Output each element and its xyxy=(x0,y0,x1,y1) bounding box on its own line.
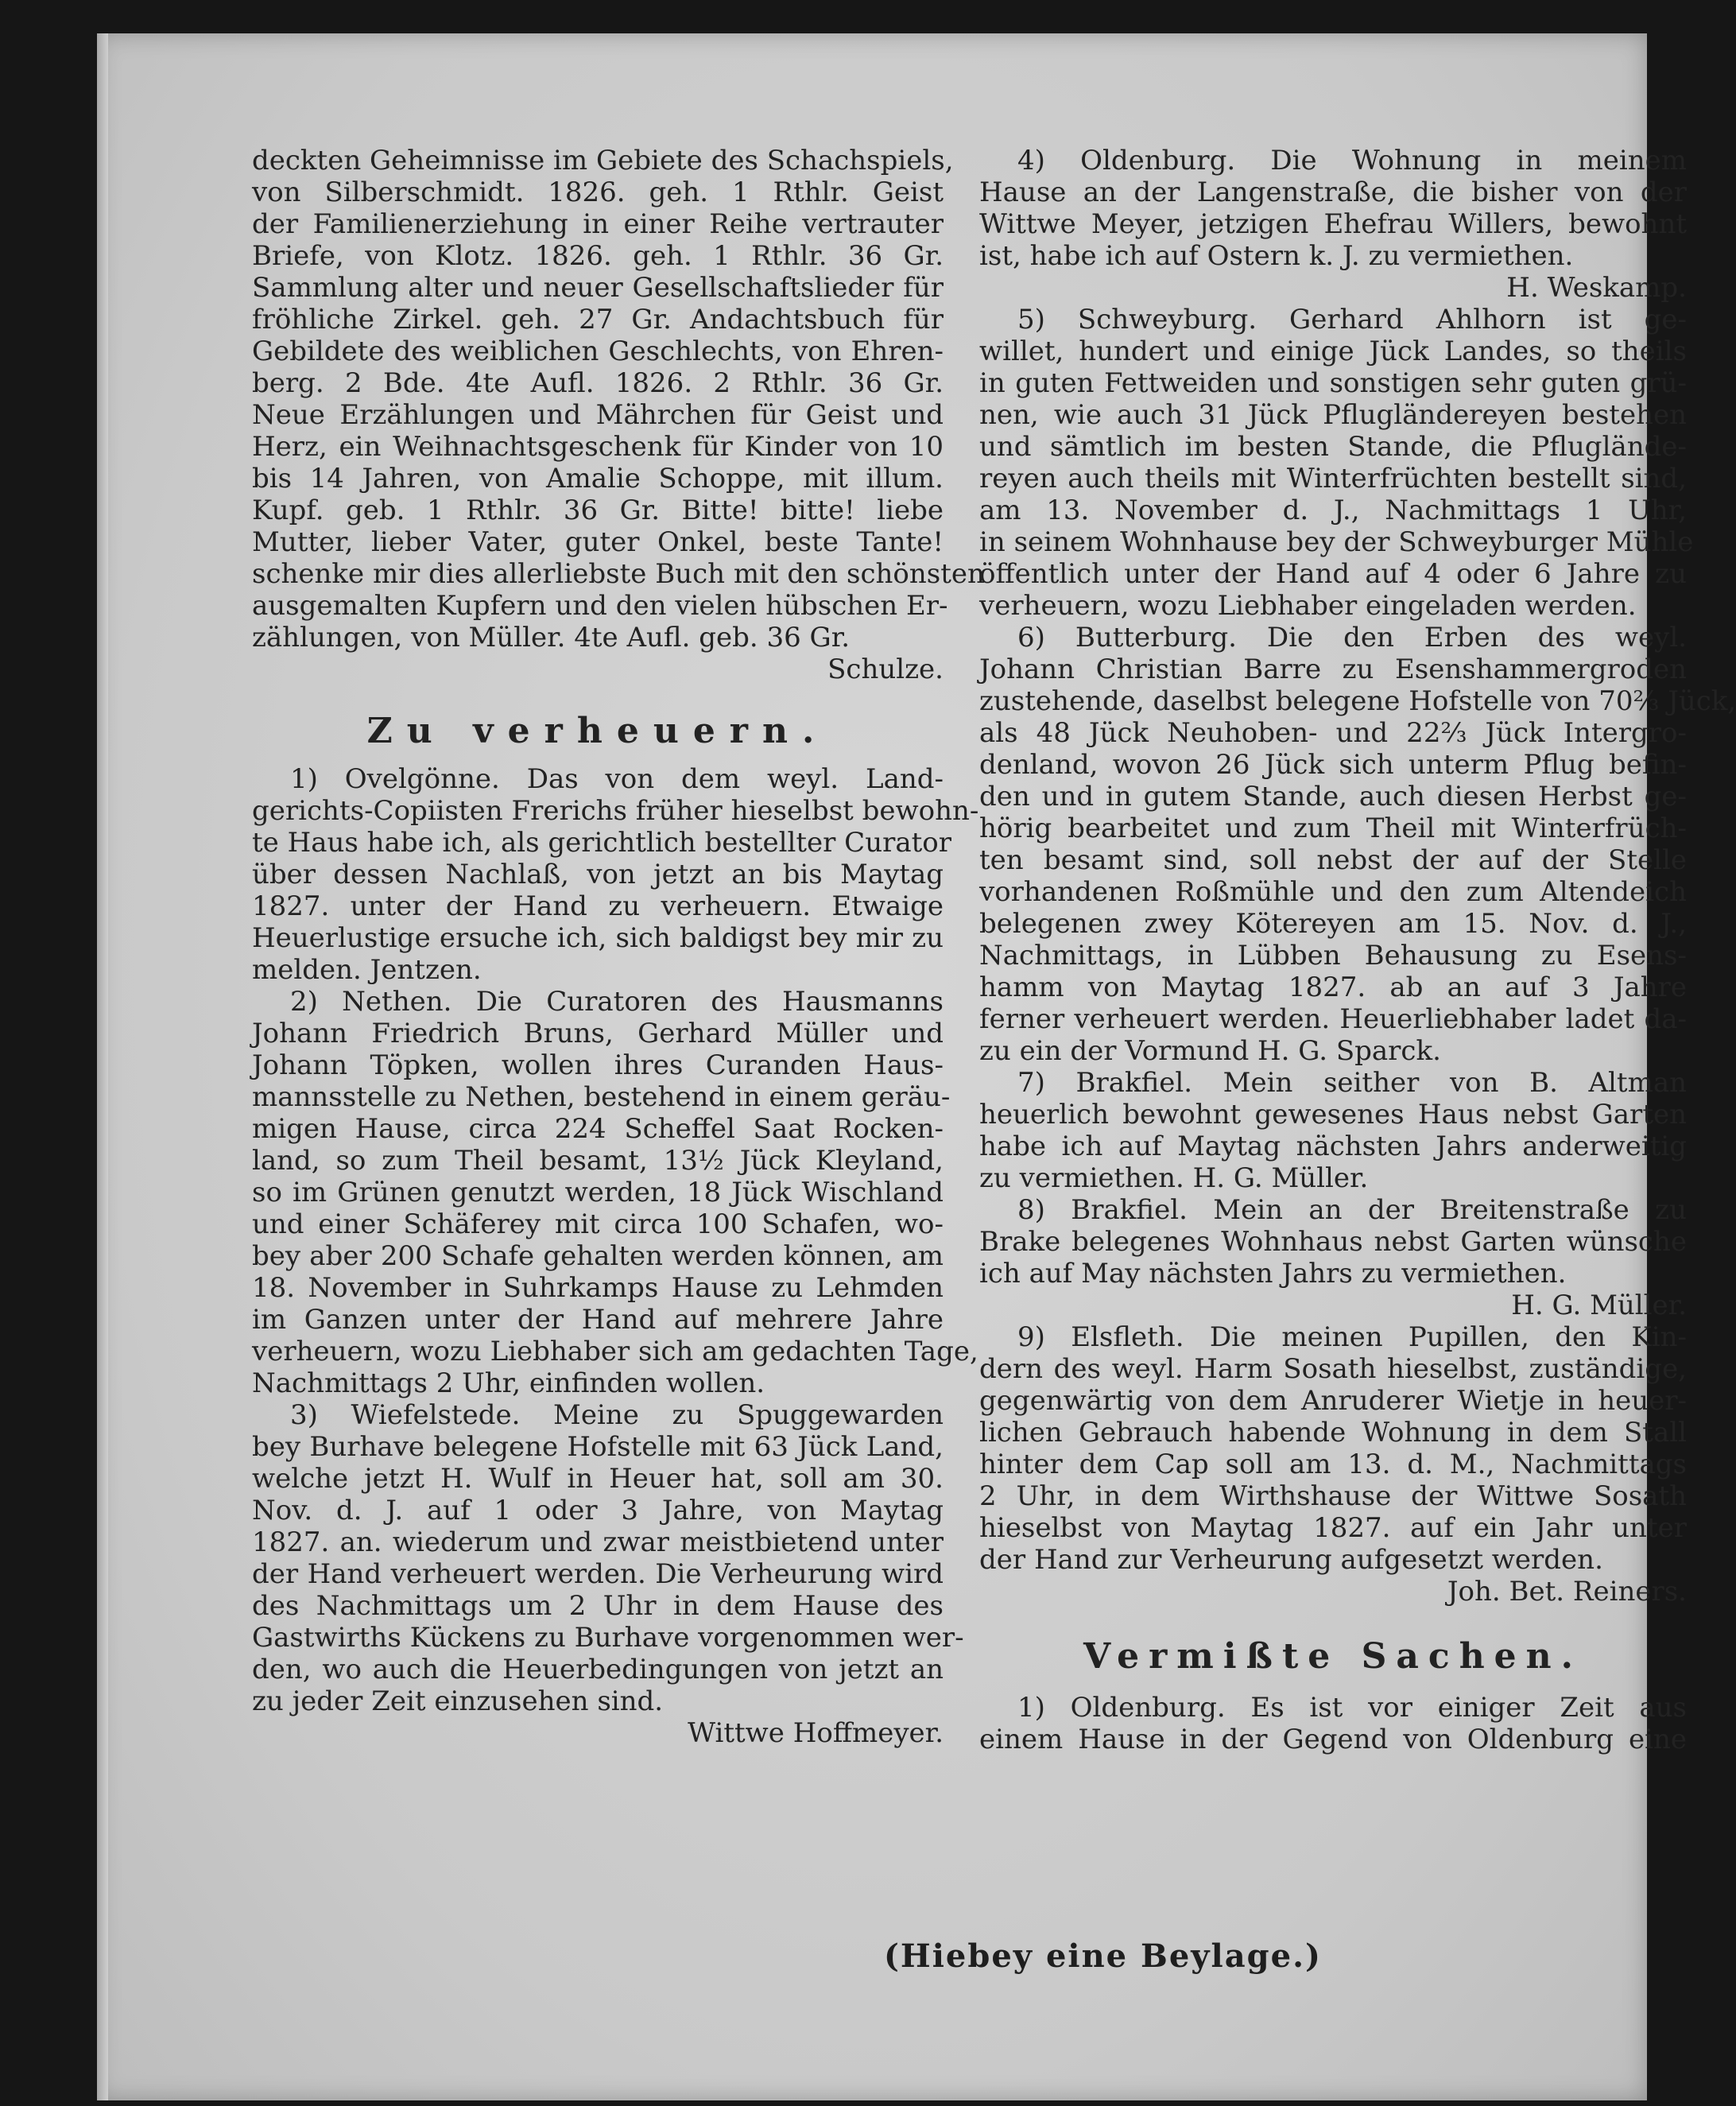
text-line: im Ganzen unter der Hand auf mehrere Jahre xyxy=(252,1304,944,1336)
page-fold-edge xyxy=(97,33,108,2100)
text-line: Nov. d. J. auf 1 oder 3 Jahre, von Maytag xyxy=(252,1495,944,1526)
text-line: Brake belegenes Wohnhaus nebst Garten wünsche xyxy=(979,1226,1687,1258)
text-line: berg. 2 Bde. 4te Aufl. 1826. 2 Rthlr. 36 Gr. xyxy=(252,367,944,399)
text-line: ferner verheuert werden. Heuerliebhaber ladet da- xyxy=(979,1003,1687,1035)
text-line: zu vermiethen. H. G. Müller. xyxy=(979,1162,1369,1194)
text-line: 1827. an. wiederum und zwar meistbietend unter xyxy=(252,1526,944,1558)
newspaper-page xyxy=(97,33,1736,2100)
text-line: welche jetzt H. Wulf in Heuer hat, soll am 30. xyxy=(252,1463,944,1495)
text-line: 1827. unter der Hand zu verheuern. Etwaige xyxy=(252,890,944,922)
text-line: zu jeder Zeit einzusehen sind. xyxy=(252,1685,664,1717)
text-line: öffentlich unter der Hand auf 4 oder 6 Jahre zu xyxy=(979,558,1687,590)
text-line: 18. November in Suhrkamps Hause zu Lehmden xyxy=(252,1272,944,1304)
book-advertisement xyxy=(252,145,985,654)
text-line: verheuern, wozu Liebhaber eingeladen werden. xyxy=(979,590,1637,622)
text-line: 2) Nethen. Die Curatoren des Hausmanns xyxy=(290,986,944,1018)
text-line: 1) Oldenburg. Es ist vor einiger Zeit aus xyxy=(1017,1692,1687,1724)
section-heading-vermisste-sachen: Vermißte Sachen. xyxy=(1083,1636,1583,1677)
text-line: hörig bearbeitet und zum Theil mit Winterfrüch- xyxy=(979,813,1687,844)
text-line: nen, wie auch 31 Jück Pflugländereyen bestehen xyxy=(979,399,1687,431)
text-line: denland, wovon 26 Jück sich unterm Pflug befin- xyxy=(979,749,1687,781)
text-line: Briefe, von Klotz. 1826. geh. 1 Rthlr. 36 Gr. xyxy=(252,240,944,272)
text-line: migen Hause, circa 224 Scheffel Saat Rocken- xyxy=(252,1113,944,1145)
text-line: ich auf May nächsten Jahrs zu vermiethen. xyxy=(979,1258,1567,1290)
notice-signature: Joh. Bet. Reiners. xyxy=(1447,1576,1687,1608)
text-line: 3) Wiefelstede. Meine zu Spuggewarden xyxy=(290,1399,944,1431)
text-line: Gastwirths Kückens zu Burhave vorgenommen wer- xyxy=(252,1622,964,1654)
text-line: schenke mir dies allerliebste Buch mit den schönsten xyxy=(252,558,985,590)
text-line: 1) Ovelgönne. Das von dem weyl. Land- xyxy=(290,763,944,795)
text-line: als 48 Jück Neuhoben- und 22⅔ Jück Intergro- xyxy=(979,717,1687,749)
notice-item xyxy=(979,145,1687,304)
text-line: der Familienerziehung in einer Reihe vertrauter xyxy=(252,208,944,240)
text-line: Johann Christian Barre zu Esenshammergroden xyxy=(979,654,1687,685)
notice-item xyxy=(252,1399,964,1749)
notice-signature: H. G. Müller. xyxy=(1511,1290,1687,1321)
text-line: ten besamt sind, soll nebst der auf der Stelle xyxy=(979,844,1687,876)
text-line: 7) Brakfiel. Mein seither von B. Altman xyxy=(1017,1067,1687,1099)
left-column xyxy=(252,145,985,1749)
notice-item xyxy=(979,1321,1687,1608)
text-line: belegenen zwey Kötereyen am 15. Nov. d. J., xyxy=(979,908,1687,940)
notice-item xyxy=(252,986,978,1399)
text-line: Johann Töpken, wollen ihres Curanden Haus- xyxy=(252,1049,944,1081)
missing-items-notice xyxy=(979,1692,1687,1755)
text-line: gegenwärtig von dem Anruderer Wietje in heuer- xyxy=(979,1385,1687,1417)
text-line: Hause an der Langenstraße, die bisher von der xyxy=(979,176,1687,208)
right-column xyxy=(979,145,1736,1755)
text-line: hieselbst von Maytag 1827. auf ein Jahr unter xyxy=(979,1512,1687,1544)
text-line: 6) Butterburg. Die den Erben des weyl. xyxy=(1017,622,1687,654)
text-line: Wittwe Meyer, jetzigen Ehefrau Willers, bewohnt xyxy=(979,208,1687,240)
text-line: Nachmittags, in Lübben Behausung zu Esens- xyxy=(979,940,1687,972)
text-line: zählungen, von Müller. 4te Aufl. geb. 36 Gr. xyxy=(252,622,851,654)
notice-item xyxy=(979,304,1694,622)
text-line: heuerlich bewohnt gewesenes Haus nebst Garten xyxy=(979,1099,1687,1131)
text-line: ausgemalten Kupfern und den vielen hübschen Er- xyxy=(252,590,948,622)
text-line: zu ein der Vormund H. G. Sparck. xyxy=(979,1035,1441,1067)
text-line: 4) Oldenburg. Die Wohnung in meinem xyxy=(1017,145,1687,176)
text-line: am 13. November d. J., Nachmittags 1 Uhr, xyxy=(979,495,1687,526)
rental-notices-left xyxy=(252,763,979,1749)
text-line: Mutter, lieber Vater, guter Onkel, beste Tante! xyxy=(252,526,944,558)
text-line: Gebildete des weiblichen Geschlechts, von Ehren- xyxy=(252,335,944,367)
text-line: Sammlung alter und neuer Gesellschaftslieder für xyxy=(252,272,944,304)
notice-item xyxy=(979,622,1736,1067)
text-line: vorhandenen Roßmühle und den zum Altendeich xyxy=(979,876,1687,908)
supplement-note: (Hiebey eine Beylage.) xyxy=(884,1937,1322,1975)
text-line: melden. Jentzen. xyxy=(252,954,482,986)
book-ad-signature: Schulze. xyxy=(827,654,944,685)
text-line: reyen auch theils mit Winterfrüchten bestellt sind, xyxy=(979,463,1687,495)
text-line: bey Burhave belegene Hofstelle mit 63 Jück Land, xyxy=(252,1431,944,1463)
text-line: 2 Uhr, in dem Wirthshause der Wittwe Sosath xyxy=(979,1480,1687,1512)
text-line: bis 14 Jahren, von Amalie Schoppe, mit illum. xyxy=(252,463,944,495)
text-line: hinter dem Cap soll am 13. d. M., Nachmittags xyxy=(979,1449,1687,1480)
notice-signature: H. Weskamp. xyxy=(1506,272,1687,304)
text-line: willet, hundert und einige Jück Landes, so theils xyxy=(979,335,1687,367)
text-line: land, so zum Theil besamt, 13½ Jück Kleyland, xyxy=(252,1145,944,1177)
text-line: des Nachmittags um 2 Uhr in dem Hause des xyxy=(252,1590,944,1622)
text-line: zustehende, daselbst belegene Hofstelle von 70⅔ Jück, xyxy=(979,685,1736,717)
text-line: einem Hause in der Gegend von Oldenburg eine xyxy=(979,1724,1687,1755)
notice-item xyxy=(979,1067,1687,1194)
text-line: der Hand zur Verheurung aufgesetzt werden. xyxy=(979,1544,1603,1576)
text-line: Heuerlustige ersuche ich, sich baldigst bey mir zu xyxy=(252,922,944,954)
text-line: gerichts-Copiisten Frerichs früher hieselbst bewohn- xyxy=(252,795,979,827)
section-heading-zu-verheuern: Zu verheuern. xyxy=(366,711,829,751)
text-line: Neue Erzählungen und Mährchen für Geist und xyxy=(252,399,944,431)
text-line: von Silberschmidt. 1826. geh. 1 Rthlr. Geist xyxy=(252,176,944,208)
text-line: so im Grünen genutzt werden, 18 Jück Wischland xyxy=(252,1177,944,1208)
text-line: te Haus habe ich, als gerichtlich bestellter Curator xyxy=(252,827,951,859)
text-line: den, wo auch die Heuerbedingungen von jetzt an xyxy=(252,1654,944,1685)
notice-item xyxy=(252,763,979,986)
notice-signature: Wittwe Hoffmeyer. xyxy=(688,1717,944,1749)
text-line: über dessen Nachlaß, von jetzt an bis Maytag xyxy=(252,859,944,890)
text-line: ist, habe ich auf Ostern k. J. zu vermiethen. xyxy=(979,240,1574,272)
text-line: in seinem Wohnhause bey der Schweyburger Mühle xyxy=(979,526,1694,558)
text-line: 5) Schweyburg. Gerhard Ahlhorn ist ge- xyxy=(1017,304,1687,335)
text-line: der Hand verheuert werden. Die Verheurung wird xyxy=(252,1558,944,1590)
text-line: hamm von Maytag 1827. ab an auf 3 Jahre xyxy=(979,972,1687,1003)
text-line: den und in gutem Stande, auch diesen Herbst ge- xyxy=(979,781,1687,813)
text-line: und einer Schäferey mit circa 100 Schafen, wo- xyxy=(252,1208,944,1240)
notice-item xyxy=(979,1194,1687,1321)
text-line: verheuern, wozu Liebhaber sich am gedachten Tage, xyxy=(252,1336,978,1367)
text-line: fröhliche Zirkel. geh. 27 Gr. Andachtsbuch für xyxy=(252,304,944,335)
text-line: dern des weyl. Harm Sosath hieselbst, zuständige, xyxy=(979,1353,1687,1385)
text-line: deckten Geheimnisse im Gebiete des Schachspiels, xyxy=(252,145,954,176)
text-line: mannsstelle zu Nethen, bestehend in einem geräu- xyxy=(252,1081,951,1113)
text-line: 9) Elsfleth. Die meinen Pupillen, den Kin- xyxy=(1017,1321,1687,1353)
text-line: lichen Gebrauch habende Wohnung in dem Stall xyxy=(979,1417,1687,1449)
text-line: 8) Brakfiel. Mein an der Breitenstraße zu xyxy=(1017,1194,1687,1226)
text-line: Johann Friedrich Bruns, Gerhard Müller und xyxy=(252,1018,944,1049)
text-line: und sämtlich im besten Stande, die Pfluglände- xyxy=(979,431,1687,463)
text-line: Nachmittags 2 Uhr, einfinden wollen. xyxy=(252,1367,765,1399)
text-line: Kupf. geb. 1 Rthlr. 36 Gr. Bitte! bitte! liebe xyxy=(252,495,944,526)
text-line: bey aber 200 Schafe gehalten werden können, am xyxy=(252,1240,944,1272)
text-line: in guten Fettweiden und sonstigen sehr guten grü- xyxy=(979,367,1687,399)
text-line: habe ich auf Maytag nächsten Jahrs anderweitig xyxy=(979,1131,1687,1162)
text-line: Herz, ein Weihnachtsgeschenk für Kinder von 10 xyxy=(252,431,944,463)
rental-notices-right xyxy=(979,145,1736,1608)
